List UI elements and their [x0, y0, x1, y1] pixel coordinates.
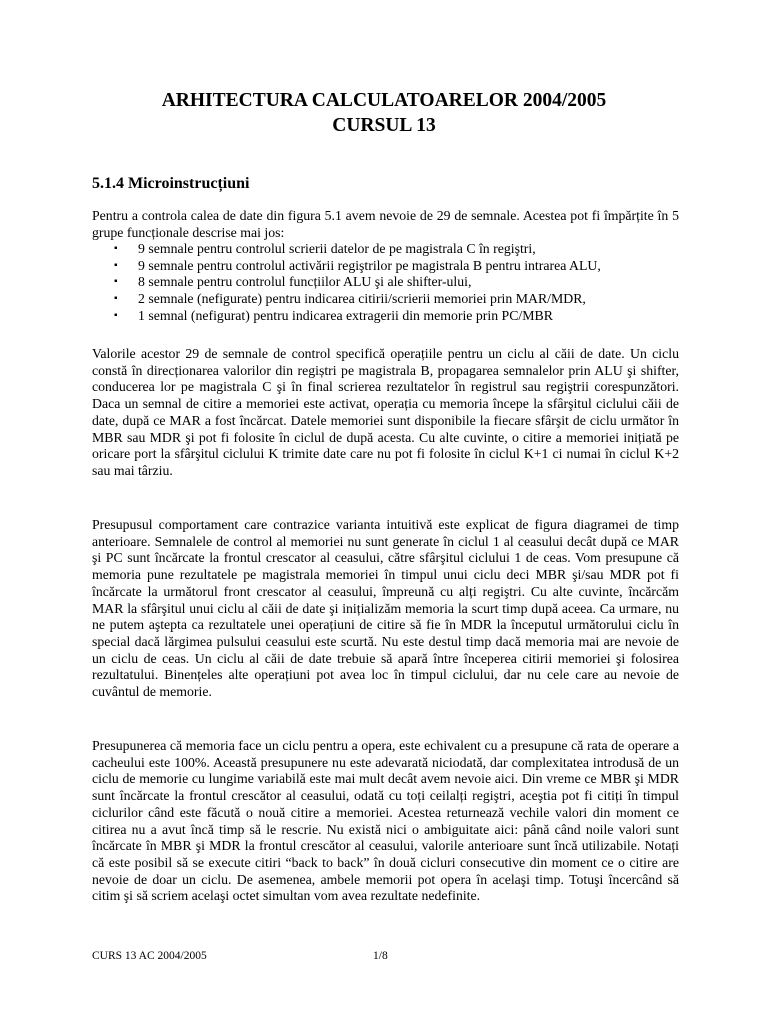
list-item-text: 2 semnale (nefigurate) pentru indicarea citirii/scrierii memoriei prin MAR/MDR, [138, 291, 586, 307]
list-item-text: 1 semnal (nefigurat) pentru indicarea extragerii din memorie prin PC/MBR [138, 307, 553, 323]
bullet-icon: ▪ [114, 259, 118, 271]
list-item [92, 258, 692, 275]
paragraph-intro: Pentru a controla calea de date din figura 5.1 avem nevoie de 29 de semnale. Acestea pot fi împărțite în 5 grupe funcționale descrise mai jos: [92, 208, 679, 240]
list-item-text: 9 semnale pentru controlul scrierii datelor de pe magistrala C în regiştri, [138, 241, 536, 256]
list-item [92, 241, 692, 258]
bullet-icon: ▪ [114, 243, 118, 254]
list-item [92, 274, 692, 291]
list-item [92, 291, 692, 308]
footer-page-number: 1/8 [373, 950, 388, 962]
paragraph-timing: Presupusul comportament care contrazice varianta intuitivă este explicat de figura diagramei de timp anterioare. Semnalele de control al memoriei nu sunt generate în ciclul 1 al ceasului decât după ce MAR şi PC sunt încărcate la frontul crescator al ceasului, către sfârşitul ciclului 1 de ceas. Vom presupune că memoria pune rezultatele pe magistrala memoriei în timpul unui ciclu deci MBR şi/sau MDR pot fi încărcate la următorul front crescator al ceasului, împreună cu alți regiştri. Cu alte cuvinte, încărcăm MAR la sfârşitul unui ciclu al căii de date şi inițializăm memoria la scurt timp după aceea. Ca urmare, nu ne putem aştepta ca rezultatele unei operațiuni de citire să fie în MDR la începutul următorului ciclu în special dacă lărgimea pulsului ceasului este scurtă. Nu este destul timp dacă memoria mai are nevoie de un ciclu de ceas. Un ciclu al căii de date trebuie să apară între începerea citirii memoriei şi folosirea rezultatului. Binențeles alte operațiuni pot avea loc în timpul ciclului, dar nu cele care au nevoie de cuvântul de memorie. [92, 517, 679, 700]
list-item-text: 9 semnale pentru controlul activării regiştrilor pe magistrala B pentru intrarea ALU, [138, 257, 601, 273]
list-item [92, 308, 692, 325]
list-item-text: 8 semnale pentru controlul funcțiilor ALU şi ale shifter-ului, [138, 274, 472, 290]
bullet-icon: ▪ [114, 276, 118, 288]
document-subtitle: CURSUL 13 [332, 115, 436, 136]
signal-group-list [92, 241, 692, 325]
footer-course-label: CURS 13 AC 2004/2005 [92, 950, 207, 962]
section-heading: 5.1.4 Microinstrucțiuni [92, 175, 250, 192]
bullet-icon: ▪ [114, 309, 118, 321]
bullet-icon: ▪ [114, 293, 118, 305]
document-title: ARHITECTURA CALCULATOARELOR 2004/2005 [161, 90, 607, 111]
paragraph-memory-cycle: Presupunerea că memoria face un ciclu pentru a opera, este echivalent cu a presupune că rata de operare a cacheului este 100%. Această presupunere nu este adevarată niciodată, dar complexitatea introdusă de un ciclu de memorie cu lungime variabilă este mai mult decât avem nevoie aici. Din vreme ce MBR şi MDR sunt încărcate la frontul crescător al ceasului, odată cu toți ceilalți regiştri, aceştia pot fi citiți în timpul ciclurilor când este făcută o nouă citire a memoriei. Acestea returnează vechile valori din moment ce citirea nu a avut încă timp să le rescrie. Nu există nici o ambiguitate aici: până când noile valori sunt încărcate în MBR şi MDR la frontul crescător al ceasului, valorile anterioare sunt încă utilizabile. Notați că este posibil să se execute citiri “back to back” în două cicluri consecutive din moment ce o citire are nevoie de doar un ciclu. De asemenea, ambele memorii pot opera în acelaşi timp. Totuşi încercând să citim şi să scriem acelaşi octet simultan vom avea rezultate nedefinite. [92, 738, 679, 904]
paragraph-control-signals: Valorile acestor 29 de semnale de control specifică operațiile pentru un ciclu al căii de date. Un ciclu constă în direcționarea valorilor din regiștri pe magistrala B, propagarea semnalelor prin ALU şi shifter, conducerea lor pe magistrala C şi în final scrierea rezultatelor în registrul sau regiştrii corespunzători. Daca un semnal de citire a memoriei este activat, operația cu memoria începe la sfârşitul ciclului căii de date, după ce MAR a fost încărcat. Datele memoriei sunt disponibile la fiecare sfârşit de ciclu următor în MBR sau MDR şi pot fi folosite în ciclul de după acesta. Cu alte cuvinte, o citire a memoriei inițiată pe oricare port la sfârşitul ciclului K trimite date care nu pot fi folosite în ciclul K+1 ci numai în ciclul K+2 sau mai târziu. [92, 346, 679, 478]
